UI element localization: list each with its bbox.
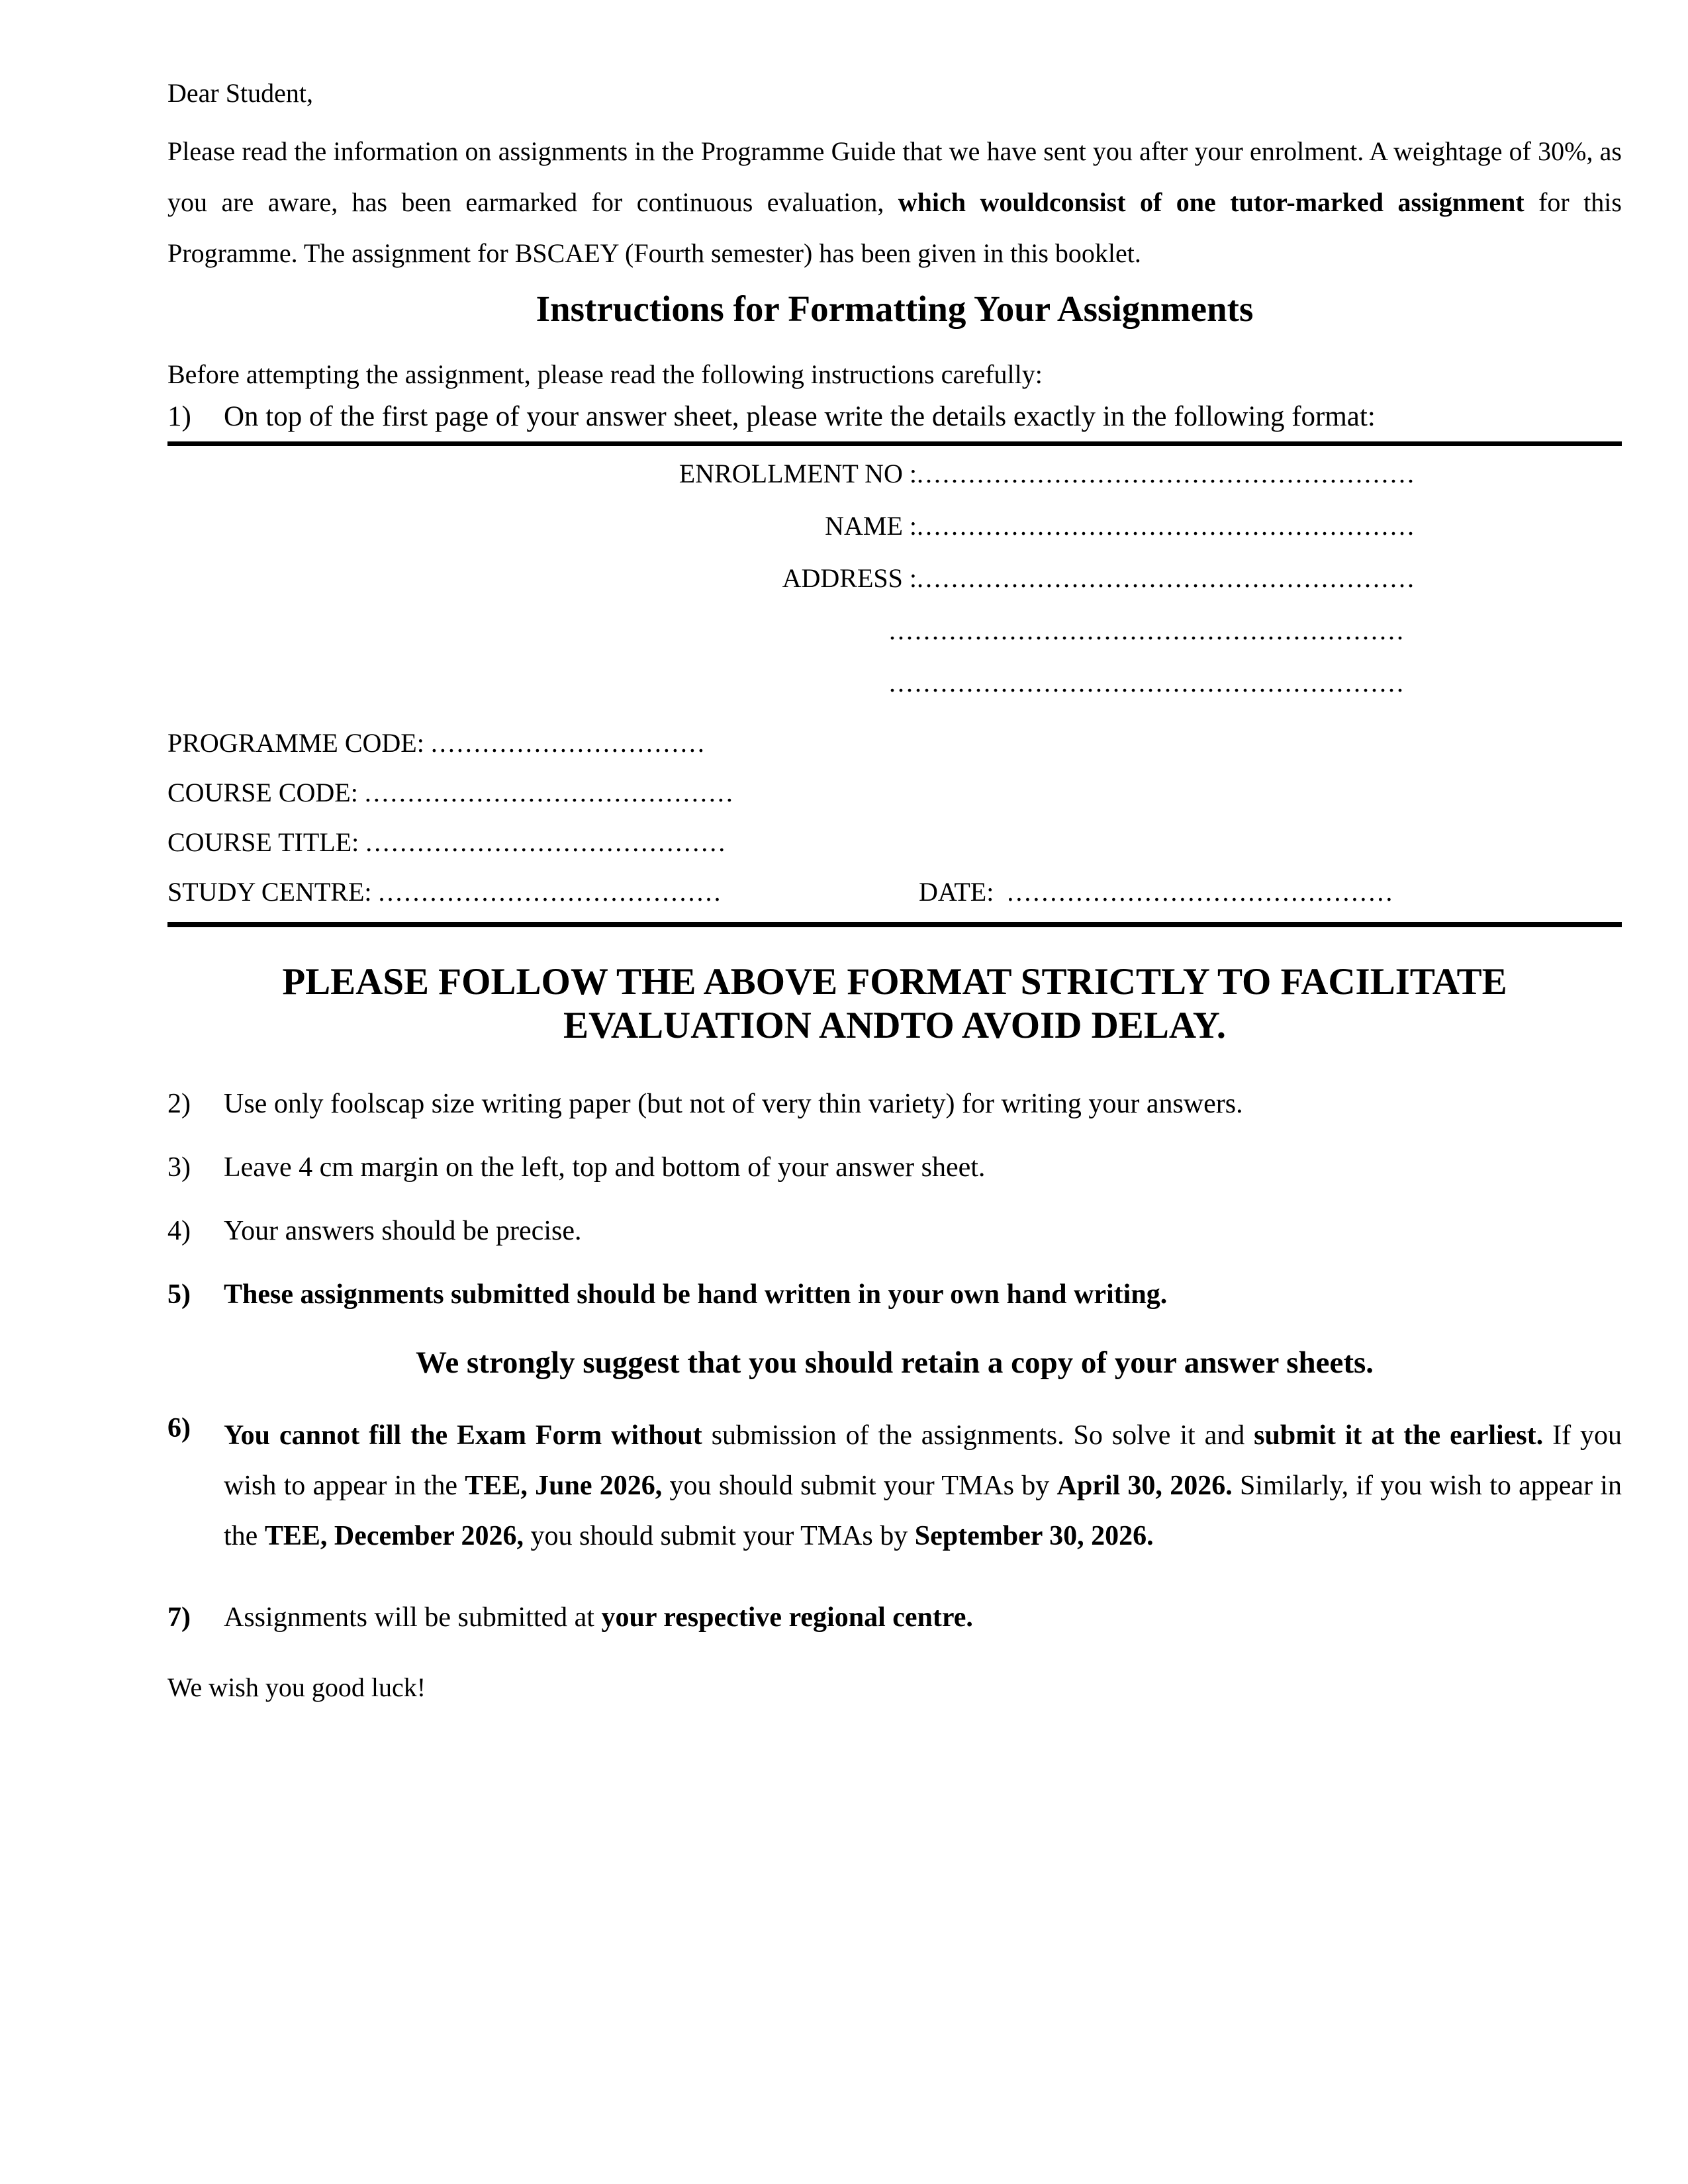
enrollment-label: ENROLLMENT NO : [679,459,917,488]
address-label: ADDRESS : [782,563,917,593]
intro-paragraph [167,126,1622,279]
item-7-normal: Assignments will be submitted at [224,1602,602,1633]
instruction-item-3 [167,1150,1622,1185]
item-6-seg-5: you should submit your TMAs by [662,1471,1057,1501]
enrollment-dotted-line: .......................................................... [917,459,1416,488]
notice-line-1: PLEASE FOLLOW THE ABOVE FORMAT STRICTLY TO FACILITATE [282,961,1507,1003]
item-5-number: 5) [167,1279,191,1310]
item-6-seg-10: September 30, 2026. [914,1521,1154,1551]
address-continuation-dots-1: ............................................................ [889,615,1405,645]
intro-part-2: for this Programme. The assignment for BSCAEY (Fourth semester) has been given in this booklet. [167,187,1622,268]
item-7-number: 7) [167,1602,191,1633]
item-1-text: On top of the first page of your answer sheet, please write the details exactly in the following format: [224,401,1376,432]
section-heading: Instructions for Formatting Your Assignments [536,289,1254,329]
date-field [919,867,1394,917]
instruction-item-7 [167,1600,1622,1635]
top-divider [167,441,1622,446]
form-row-enrollment [167,447,1622,500]
item-1-number: 1) [167,401,191,432]
item-6-seg-6: April 30, 2026. [1056,1471,1233,1501]
programme-code-dotted-line: ................................ [430,728,706,758]
item-7-bold: your respective regional centre. [601,1602,973,1633]
item-2-text: Use only foolscap size writing paper (but not of very thin variety) for writing your answers. [224,1089,1243,1119]
salutation: Dear Student, [167,78,313,108]
instruction-item-4 [167,1213,1622,1249]
form-row-name [167,500,1622,552]
form-row-study-centre [167,867,1622,917]
intro-bold-phrase: which wouldconsist of one tutor-marked assignment [898,187,1524,217]
date-dotted-line: ............................................. [1007,877,1395,907]
item-6-seg-2: submit it at the earliest. [1254,1420,1544,1451]
item-6-seg-4: TEE, June 2026, [465,1471,663,1501]
course-code-dotted-line: ........................................... [364,778,735,807]
address-dotted-line: .......................................................... [917,563,1416,593]
instruction-item-2 [167,1086,1622,1122]
item-2-number: 2) [167,1089,191,1119]
item-6-number: 6) [167,1413,191,1443]
form-row-course-title [167,817,1622,867]
address-continuation-dots-2: ............................................................ [889,668,1405,698]
before-instructions-line: Before attempting the assignment, please read the following instructions carefully: [167,359,1043,389]
item-6-text [224,1410,1622,1561]
name-dotted-line: .......................................................... [917,511,1416,541]
retain-copy-line: We strongly suggest that you should retain a copy of your answer sheets. [415,1345,1374,1380]
notice-line-2: EVALUATION ANDTO AVOID DELAY. [563,1005,1226,1046]
form-row-address [167,552,1622,604]
date-label: DATE: [919,877,1008,907]
instruction-item-6 [167,1410,1622,1561]
instruction-item-5 [167,1277,1622,1312]
course-code-label: COURSE CODE: [167,778,365,807]
name-label: NAME : [825,511,917,541]
item-6-seg-8: TEE, December 2026, [264,1521,524,1551]
code-rows [167,718,1622,917]
answer-sheet-format-block [167,447,1622,917]
item-6-seg-3: If you wish to appear in the [224,1420,1622,1501]
item-4-text: Your answers should be precise. [224,1216,582,1246]
format-notice [167,960,1622,1048]
item-3-number: 3) [167,1152,191,1183]
programme-code-label: PROGRAMME CODE: [167,728,431,758]
item-4-number: 4) [167,1216,191,1246]
item-6-seg-7: Similarly, if you wish to appear in the [224,1471,1622,1551]
instruction-item-1 [167,399,1622,435]
form-row-course-code [167,768,1622,817]
study-centre-label: STUDY CENTRE: [167,877,379,907]
item-6-seg-1: submission of the assignments. So solve it and [711,1420,1254,1451]
item-7-text [224,1600,1622,1635]
study-centre-dotted-line: ........................................ [378,877,723,907]
closing-line: We wish you good luck! [167,1672,426,1702]
course-title-dotted-line: .......................................... [365,827,727,857]
course-title-label: COURSE TITLE: [167,827,366,857]
item-3-text: Leave 4 cm margin on the left, top and bottom of your answer sheet. [224,1152,986,1183]
bottom-divider [167,922,1622,927]
form-row-programme-code [167,718,1622,768]
item-6-seg-9: you should submit your TMAs by [523,1521,915,1551]
intro-part-1: Please read the information on assignments in the Programme Guide that we have sent you after your enrolment. A weightage of 30%, as you are aware, has been earmarked for continuous evaluation, [167,136,1622,217]
item-5-text: These assignments submitted should be hand written in your own hand writing. [224,1279,1168,1310]
item-6-seg-0: You cannot fill the Exam Form without [224,1420,712,1451]
